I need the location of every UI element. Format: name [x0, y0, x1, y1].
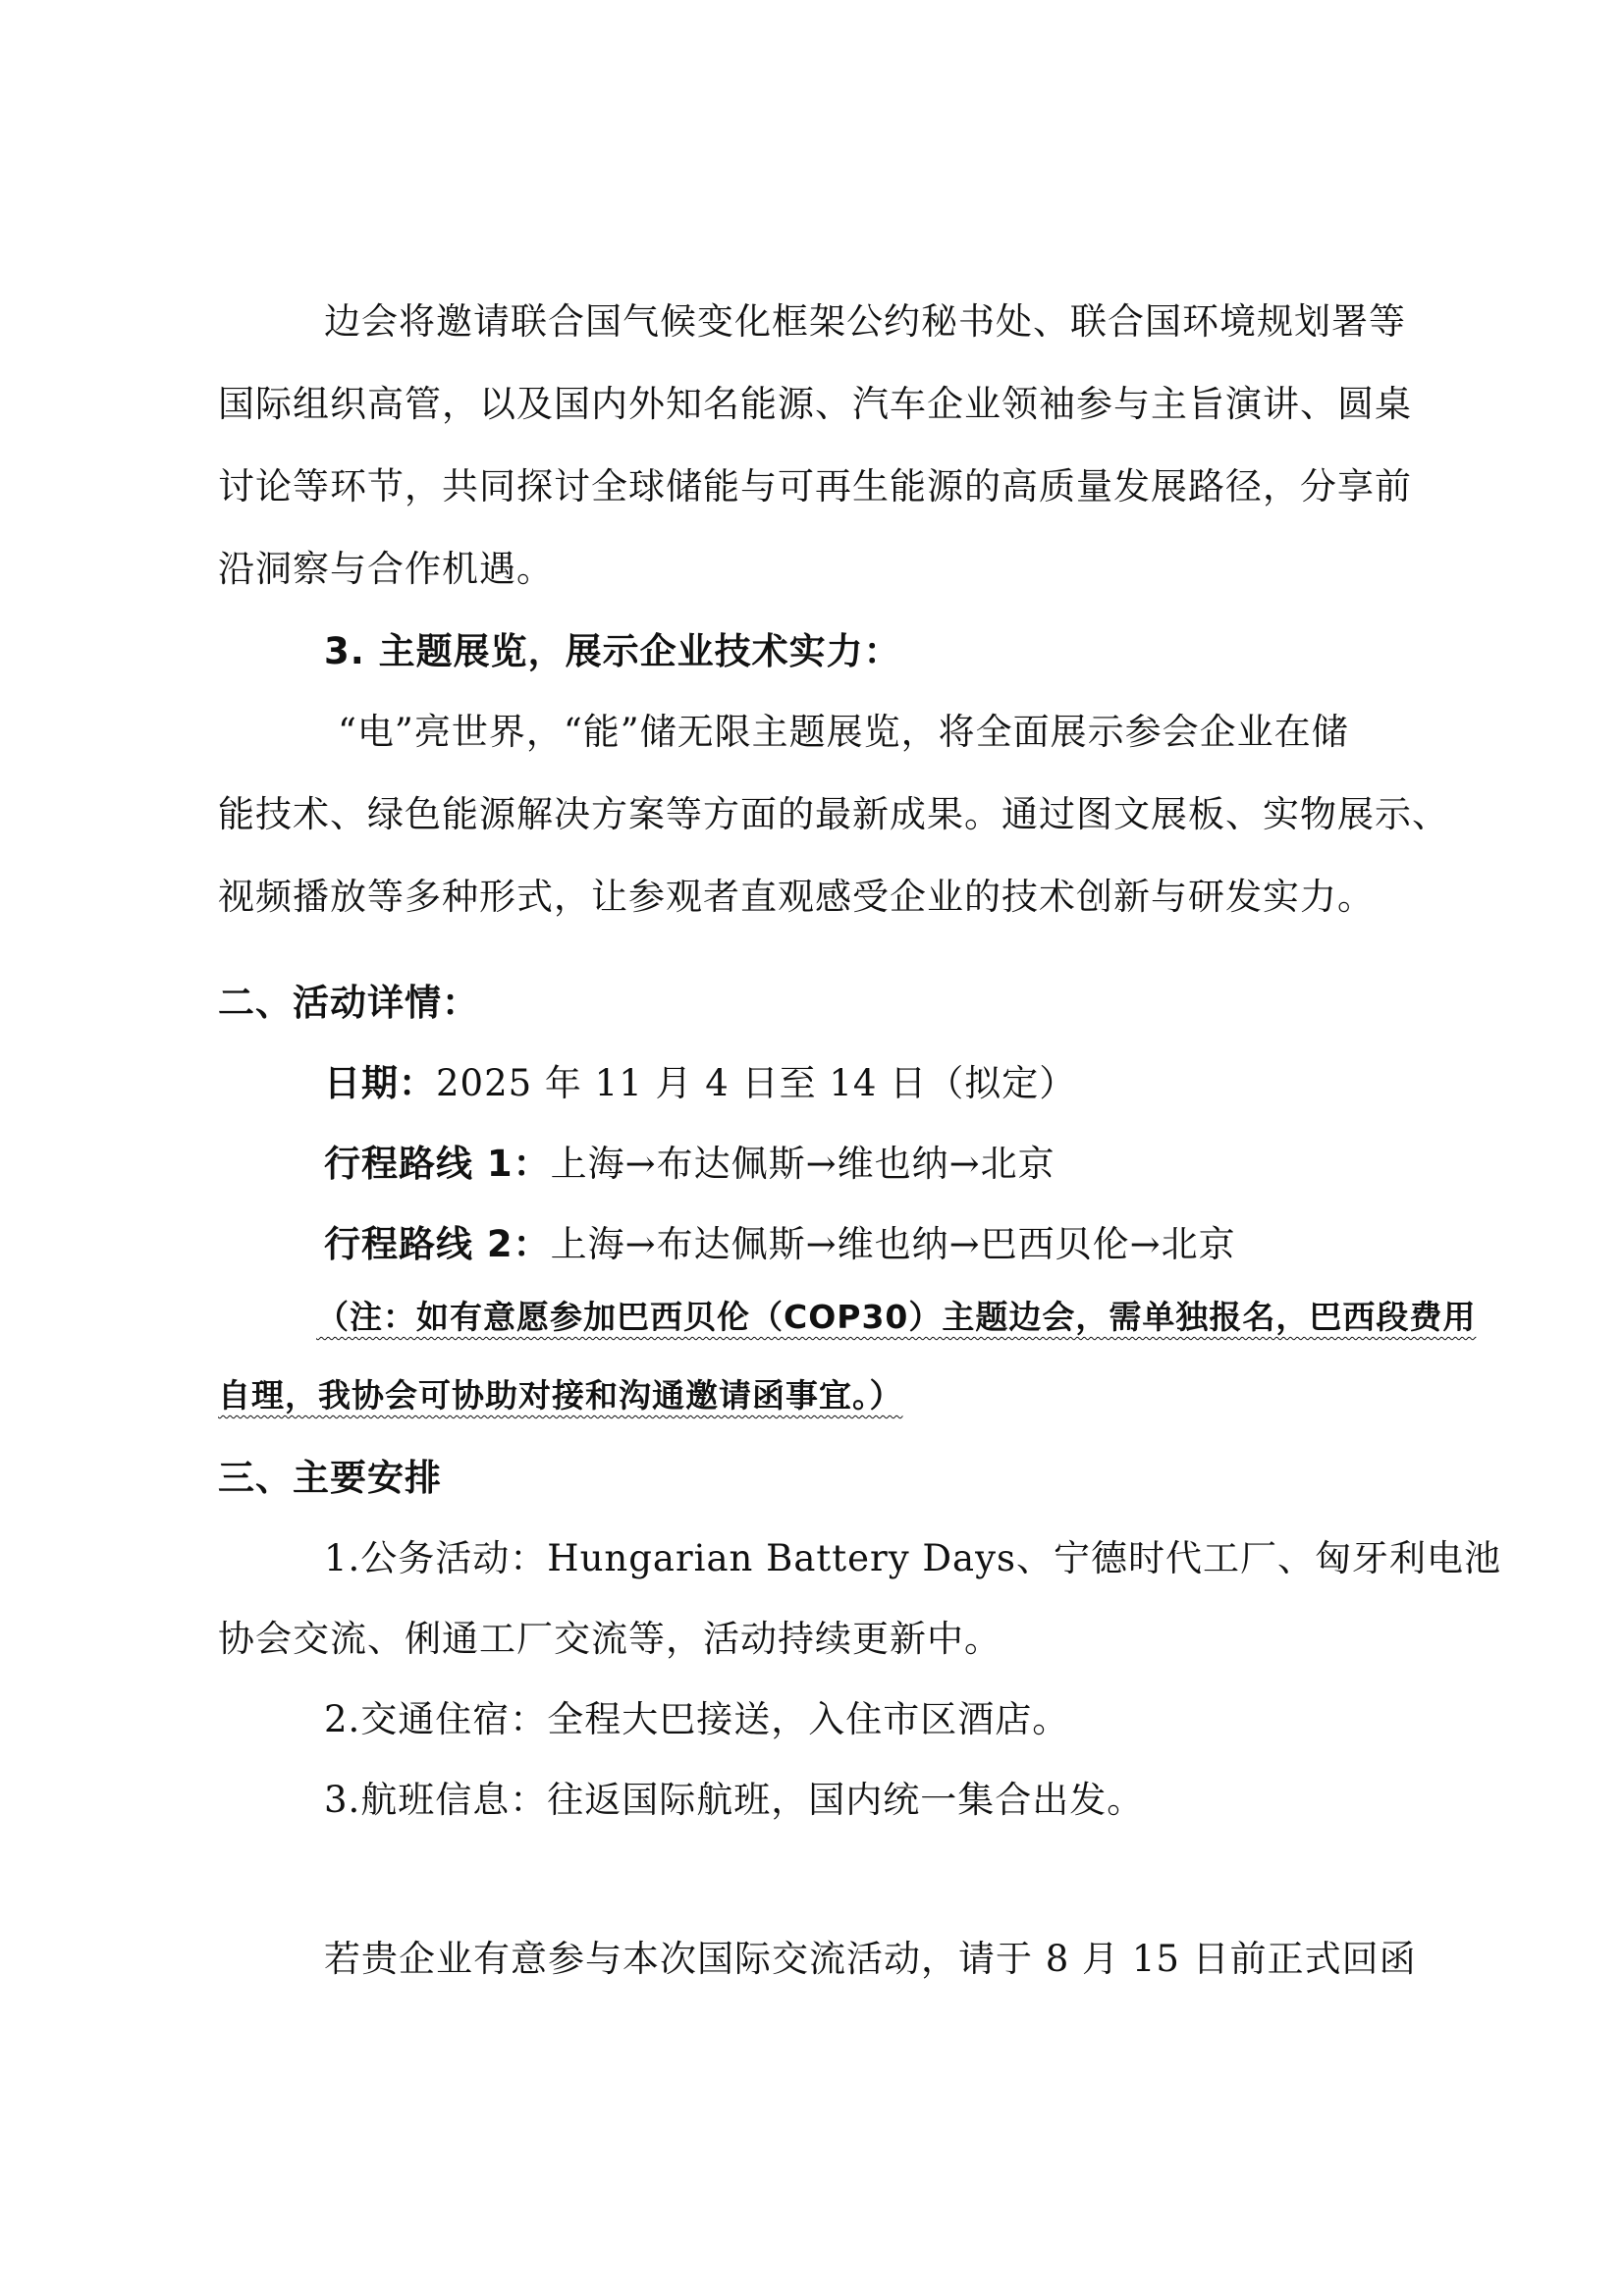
route1-label: 行程路线 1： — [324, 1143, 551, 1185]
intro-line-2: 国际组织高管，以及国内外知名能源、汽车企业领袖参与主旨演讲、圆桌 — [218, 383, 1412, 425]
route2-value: 上海→布达佩斯→维也纳→巴西贝伦→北京 — [550, 1223, 1236, 1265]
arrangement-1-line-2: 协会交流、俐通工厂交流等，活动持续更新中。 — [218, 1618, 1001, 1660]
intro-line-1: 边会将邀请联合国气候变化框架公约秘书处、联合国环境规划署等 — [324, 300, 1406, 343]
note-text-2: 自理，我协会可协助对接和沟通邀请函事宜。） — [218, 1376, 903, 1415]
note-text-1: （注：如有意愿参加巴西贝伦（COP30）主题边会，需单独报名，巴西段费用 — [316, 1298, 1477, 1336]
section2-heading: 二、活动详情： — [218, 982, 479, 1024]
item3-line-1: “电”亮世界，“能”储无限主题展览，将全面展示参会企业在储 — [338, 711, 1349, 753]
date-row — [324, 1062, 1542, 1105]
arrangement-1-line-1: 1.公务活动：Hungarian Battery Days、宁德时代工厂、匈牙利电池 — [324, 1537, 1501, 1579]
intro-line-3: 讨论等环节，共同探讨全球储能与可再生能源的高质量发展路径，分享前 — [218, 465, 1412, 507]
date-value: 2025 年 11 月 4 日至 14 日（拟定） — [436, 1062, 1077, 1104]
route1-value: 上海→布达佩斯→维也纳→北京 — [550, 1143, 1056, 1185]
note-line-1 — [316, 1298, 1534, 1337]
item3-line-2: 能技术、绿色能源解决方案等方面的最新成果。通过图文展板、实物展示、 — [218, 793, 1449, 835]
arrangement-3: 3.航班信息：往返国际航班，国内统一集合出发。 — [324, 1779, 1145, 1821]
route2-label: 行程路线 2： — [324, 1223, 551, 1265]
section3-heading: 三、主要安排 — [218, 1457, 442, 1499]
closing-line-1: 若贵企业有意参与本次国际交流活动，请于 8 月 15 日前正式回函 — [324, 1938, 1417, 1980]
date-label: 日期： — [324, 1062, 436, 1104]
route2-row — [324, 1223, 1542, 1266]
item3-line-3: 视频播放等多种形式，让参观者直观感受企业的技术创新与研发实力。 — [218, 876, 1375, 918]
intro-line-4: 沿洞察与合作机遇。 — [218, 548, 554, 590]
note-line-2 — [218, 1376, 1435, 1415]
arrangement-2: 2.交通住宿：全程大巴接送，入住市区酒店。 — [324, 1698, 1070, 1740]
route1-row — [324, 1143, 1542, 1186]
item3-heading: 3. 主题展览，展示企业技术实力： — [324, 630, 901, 672]
